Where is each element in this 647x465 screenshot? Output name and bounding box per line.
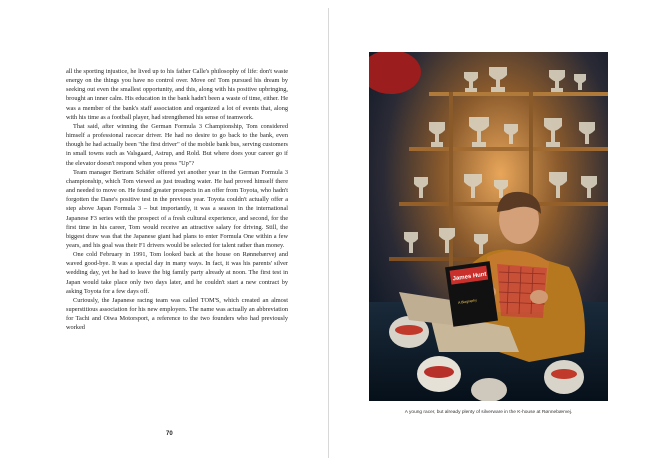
paragraph-5: Curiously, the Japanese racing team was called TOM'S, which created an almost superstitious association for his new employers. The name was actually an abbreviation for Tachi and Oiwa Motorsport, a reference to the two founders who had previously worked: [66, 296, 288, 332]
book-title: James Hunt: [452, 271, 487, 283]
page-number: 70: [166, 431, 173, 437]
photo-caption: A young racer, but already plenty of silverware in the K-house at Rønnebærvej.: [404, 410, 573, 415]
photo: [369, 52, 608, 401]
paragraph-4: One cold February in 1991, Tom looked back at the house on Rønnebærvej and waved good-bye. It was a special day in many ways. In fact, it was his parents' silver wedding day, yet he had to leave the big family party already at noon. The first test in Japan would take place only two days later, and he couldn't start a new contract by asking Toyota for a few days off.: [66, 251, 288, 295]
book-subtitle: A Biography: [457, 298, 478, 305]
page-gutter: [328, 8, 329, 458]
left-page-text: [66, 67, 288, 333]
photo-reading-man-trophies-icon: [369, 52, 608, 401]
paragraph-1: all the sporting injustice, he lived up to his father Calle's philosophy of life: don't waste energy on the things you have no control over. Move on! Tom pursued his dream by seeking out even the smallest opportunity, and this, along with his positive upbringing, brought an inner calm. His education in the bank hadn't been a waste of time, either. He was a member of the bank's staff association and organized a lot of events that, along with his time as a football player, had strengthened his sense of teamwork.: [66, 68, 288, 121]
paragraph-2: That said, after winning the German Formula 3 Championship, Tom considered himself a professional racecar driver. He had no desire to go back to the bank, even though he had actually been "the first driver" of the mobile bank bus, serving customers in small towns such as Valsgaard, Astrup, and Rold. But where does your career go if the elevator doesn't respond when you press "Up"?: [66, 122, 288, 167]
paragraph-3: Team manager Bertram Schäfer offered yet another year in the German Formula 3 championship, which Tom viewed as just treading water. He had proved himself there and needed to move on. He found greater prospects in an offer from Toyota, who hadn't forgotten the Dane's positive test in the previous year. Toyota couldn't actually offer a step above Japan Formula 3 – but importantly, it was a season in the international Japanese F3 series with the prospect of a fresh cultural experience, and second, for the first time in his career, Tom would receive an attractive salary for driving. Still, the biggest draw was that the Japanese giant had plans to enter Formula One within a few years, and his goal was their F1 drivers would be selected for talent rather than money.: [66, 168, 288, 249]
